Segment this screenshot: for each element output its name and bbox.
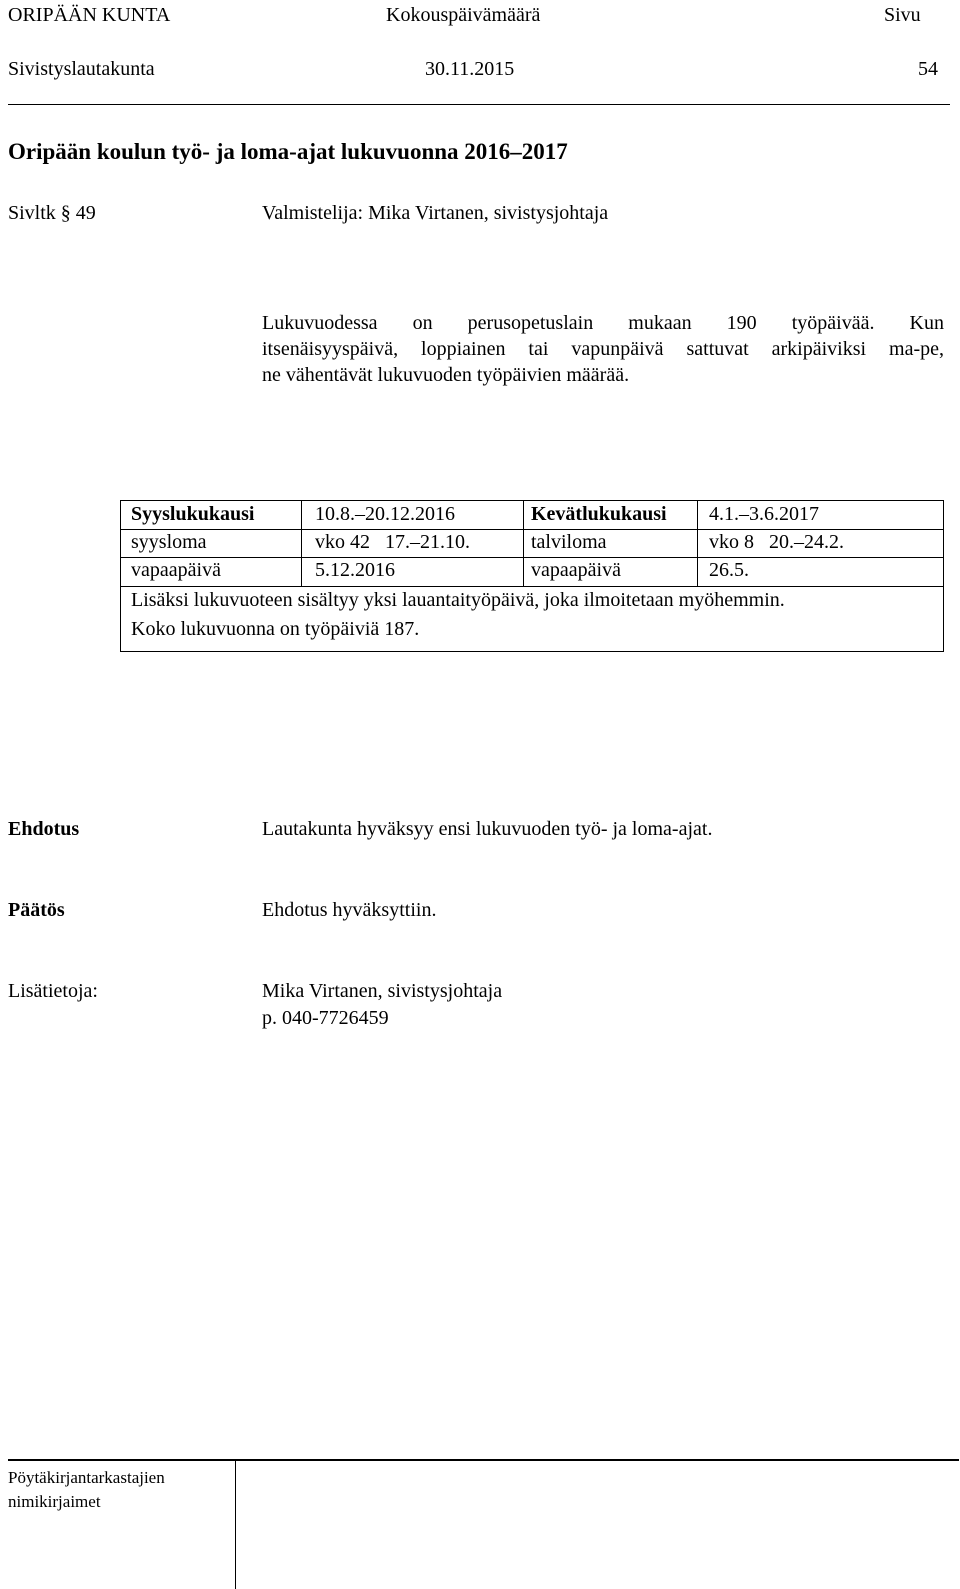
footer-column-divider (235, 1459, 236, 1589)
table-cell: 5.12.2016 (315, 559, 395, 581)
preparer: Valmistelija: Mika Virtanen, sivistysjohtaja (262, 202, 609, 224)
table-cell: 26.5. (709, 559, 749, 581)
table-cell: Kevätlukukausi (531, 503, 667, 525)
table-cell: vko 42 17.–21.10. (315, 531, 470, 553)
footer-divider (8, 1459, 959, 1461)
proposal-label: Ehdotus (8, 818, 80, 840)
intro-line: ne vähentävät lukuvuoden työpäivien määrää. (262, 364, 630, 386)
intro-paragraph (262, 310, 944, 388)
document-title: Oripään koulun työ- ja loma-ajat lukuvuonna 2016–2017 (8, 139, 568, 164)
date-label: Kokouspäivämäärä (386, 4, 541, 26)
contact-phone: p. 040-7726459 (262, 1007, 389, 1029)
decision-label: Päätös (8, 899, 65, 921)
table-col-divider (301, 501, 302, 586)
table-cell: 4.1.–3.6.2017 (709, 503, 819, 525)
proposal-text: Lautakunta hyväksyy ensi lukuvuoden työ- ja loma-ajat. (262, 818, 713, 840)
table-note: Lisäksi lukuvuoteen sisältyy yksi lauantaityöpäivä, joka ilmoitetaan myöhemmin. (131, 589, 785, 611)
table-col-divider (523, 501, 524, 586)
table-row-divider (121, 557, 943, 558)
page-number: 54 (918, 58, 938, 80)
table-col-divider (697, 501, 698, 586)
table-cell: vapaapäivä (131, 559, 221, 581)
table-note: Koko lukuvuonna on työpäiviä 187. (131, 618, 420, 640)
footer-label-line1: Pöytäkirjantarkastajien (8, 1468, 165, 1487)
page-label: Sivu (884, 4, 921, 26)
table-cell: 10.8.–20.12.2016 (315, 503, 455, 525)
table-cell: syysloma (131, 531, 207, 553)
table-row-divider (121, 529, 943, 530)
decision-text: Ehdotus hyväksyttiin. (262, 899, 437, 921)
meeting-date: 30.11.2015 (425, 58, 515, 80)
table-cell: vko 8 20.–24.2. (709, 531, 844, 553)
intro-line: itsenäisyyspäivä, loppiainen tai vapunpäivä sattuvat arkipäiviksi ma-pe, (262, 338, 944, 360)
footer-label-line2: nimikirjaimet (8, 1492, 101, 1511)
table-cell: vapaapäivä (531, 559, 621, 581)
table-cell: talviloma (531, 531, 607, 553)
contact-name: Mika Virtanen, sivistysjohtaja (262, 980, 503, 1002)
contact-label: Lisätietoja: (8, 980, 98, 1002)
table-row-divider (121, 586, 943, 587)
intro-line: Lukuvuodessa on perusopetuslain mukaan 190 työpäivää. Kun (262, 312, 944, 334)
section-code: Sivltk § 49 (8, 202, 96, 224)
header-divider (8, 104, 950, 105)
schedule-table (120, 500, 944, 652)
board-name: Sivistyslautakunta (8, 58, 155, 80)
table-cell: Syyslukukausi (131, 503, 255, 525)
organization-name: ORIPÄÄN KUNTA (8, 4, 171, 26)
